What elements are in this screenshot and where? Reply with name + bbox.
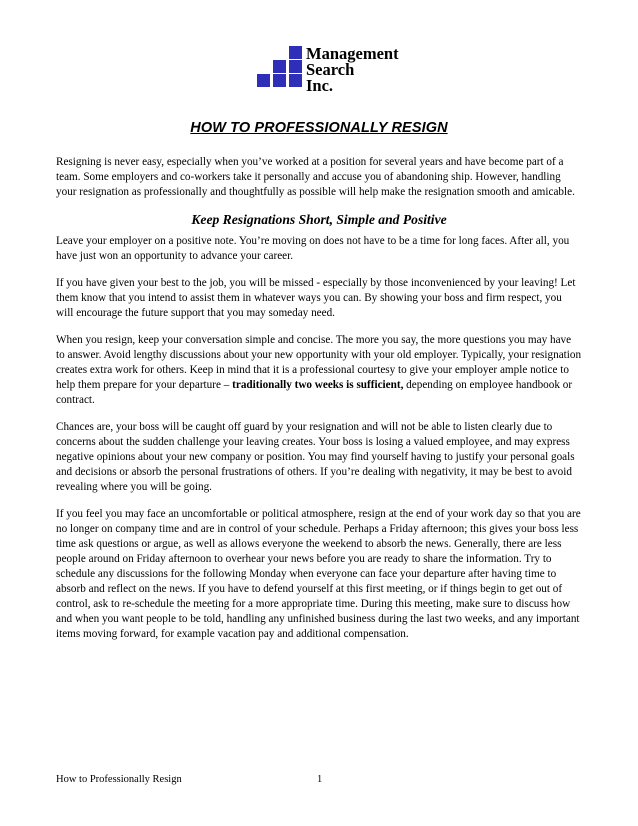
logo-line-3: Inc. [306,76,334,95]
paragraph-missed: If you have given your best to the job, you will be missed - especially by those inconvenienced by your leaving! Let them know that you intend to assist them in whatever ways you can. By showing your boss and firm respect, you will encourage the future support that you may someday need. [56,277,576,319]
page-number: 1 [317,774,323,785]
paragraph-positive-note: Leave your employer on a positive note. You’re moving on does not have to be a time for long faces. After all, you have just won an opportunity to advance your career. [56,235,570,262]
paragraph-text: depending on employee handbook or contract. [56,379,573,406]
company-logo [256,46,416,104]
document-title: HOW TO PROFESSIONALLY RESIGN [190,120,448,136]
paragraph-timing: If you feel you may face an uncomfortable or political atmosphere, resign at the end of your work day so that you are no longer on company time and are in control of your schedule. Perhaps a Friday afternoon; this gives your boss less time ask questions or argue, as well as allows everyone the weekend to absorb the news. Generally, there are less people around on Friday afternoon to overhear your news before you are ready to share the information. Try to schedule any discussions for the following Monday when everyone can face your departure after having time to absorb and reflect on the news. If you have to defend yourself at this first meeting, or if things begin to get out of control, ask to re-schedule the meeting for a more appropriate time. During this meeting, make sure to discuss how and when you want people to be told, handling any unfinished business during the last two weeks, and any important items moving forward, for example vacation pay and additional compensation. [56,508,581,640]
paragraph-caught-off-guard: Chances are, your boss will be caught off guard by your resignation and will not be able to listen clearly due to concerns about the sudden challenge your leaving creates. Your boss is losing a valued employee, and may express negative opinions about your new company or position. You may find yourself having to justify your personal goals and decisions or absorb the personal frustrations of others. If you’re dealing with negativity, it may be best to avoid revealing where you will be going. [56,421,575,493]
section-heading: Keep Resignations Short, Simple and Positive [191,212,447,227]
logo-squares-icon [256,46,304,102]
logo-line-2: Search [306,60,355,79]
logo-text [306,46,399,94]
intro-paragraph: Resigning is never easy, especially when you’ve worked at a position for several years and have become part of a team. Some employers and co-workers take it personally and accuse you of abandoning ship. However, handling your resignation as professionally and thoughtfully as possible will help make the resignation smooth and amicable. [56,156,575,198]
emphasis-two-weeks: traditionally two weeks is sufficient, [232,379,404,391]
logo-line-1: Management [306,44,399,63]
paragraph-simple-concise [56,333,582,408]
document-body [56,155,582,654]
footer-title: How to Professionally Resign [56,774,182,785]
paragraph-text: When you resign, keep your conversation simple and concise. The more you say, the more questions you may have to answer. Avoid lengthy discussions about your new opportunity with your old employer. Typically, your resignation creates extra work for others. Keep in mind that it is a professional courtesy to give your employer ample notice to help them prepare for your departure – [56,334,582,391]
